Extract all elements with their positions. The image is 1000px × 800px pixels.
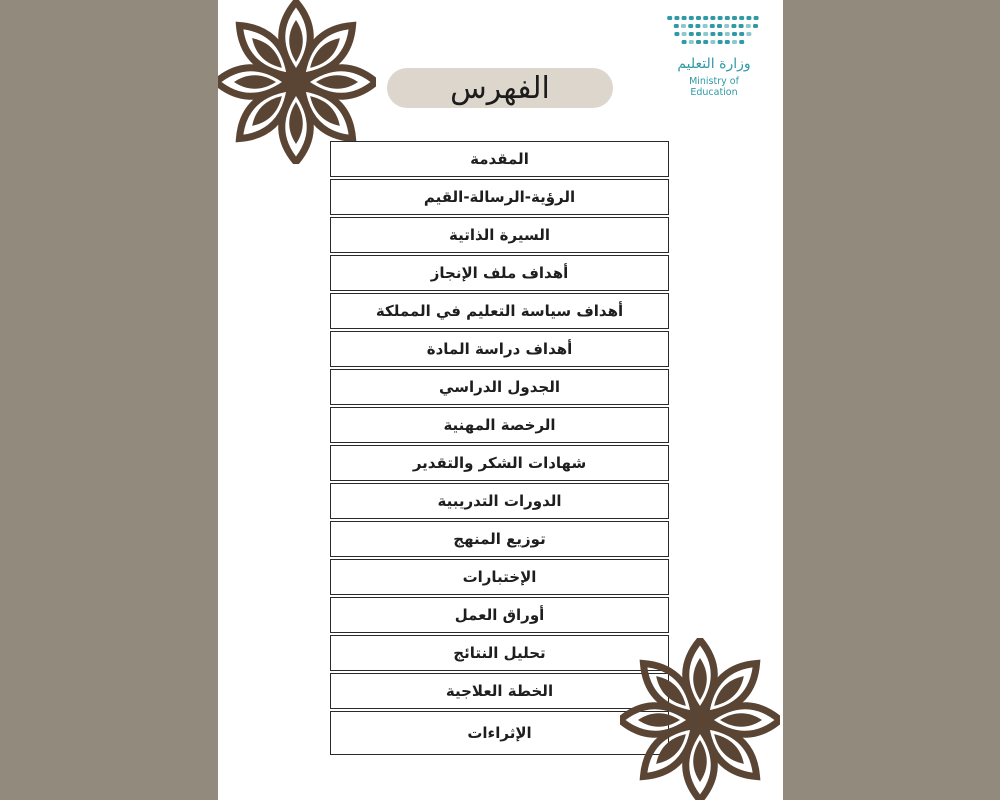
toc-item[interactable]: الإثراءات <box>330 711 669 755</box>
islamic-star-ornament-bottom <box>620 638 780 800</box>
ornament-petal-fill <box>234 75 276 89</box>
toc-item[interactable]: أهداف دراسة المادة <box>330 331 669 367</box>
toc-item[interactable]: الإختبارات <box>330 559 669 595</box>
table-of-contents <box>330 141 670 757</box>
toc-item[interactable]: الدورات التدريبية <box>330 483 669 519</box>
toc-item[interactable]: أهداف ملف الإنجاز <box>330 255 669 291</box>
toc-item[interactable]: الرؤية-الرسالة-القيم <box>330 179 669 215</box>
logo-arabic-text: وزارة التعليم <box>677 56 751 72</box>
toc-item[interactable]: توزيع المنهج <box>330 521 669 557</box>
title-banner <box>387 68 613 108</box>
toc-item[interactable]: الجدول الدراسي <box>330 369 669 405</box>
toc-item[interactable]: أوراق العمل <box>330 597 669 633</box>
document-page <box>218 0 783 800</box>
ornament-petal-fill <box>316 75 358 89</box>
toc-item[interactable]: شهادات الشكر والتقدير <box>330 445 669 481</box>
toc-item[interactable]: تحليل النتائج <box>330 635 669 671</box>
toc-item[interactable]: الخطة العلاجية <box>330 673 669 709</box>
ornament-petal-fill <box>638 713 680 727</box>
toc-item[interactable]: المقدمة <box>330 141 669 177</box>
ornament-center <box>289 75 303 89</box>
ornament-petal-fill <box>693 740 707 782</box>
toc-item[interactable]: أهداف سياسة التعليم في المملكة <box>330 293 669 329</box>
ornament-center <box>693 713 707 727</box>
ministry-logo <box>664 10 764 98</box>
islamic-star-ornament-top <box>218 0 376 164</box>
toc-item[interactable]: السيرة الذاتية <box>330 217 669 253</box>
ornament-petal-fill <box>289 102 303 144</box>
ornament-petal-fill <box>720 713 762 727</box>
toc-item[interactable]: الرخصة المهنية <box>330 407 669 443</box>
page-title: الفهرس <box>450 70 550 106</box>
ministry-of-education-logo-icon <box>664 10 764 54</box>
ornament-petal-fill <box>289 20 303 62</box>
logo-english-text: Ministry of Education <box>689 76 739 98</box>
ornament-petal-fill <box>693 658 707 700</box>
